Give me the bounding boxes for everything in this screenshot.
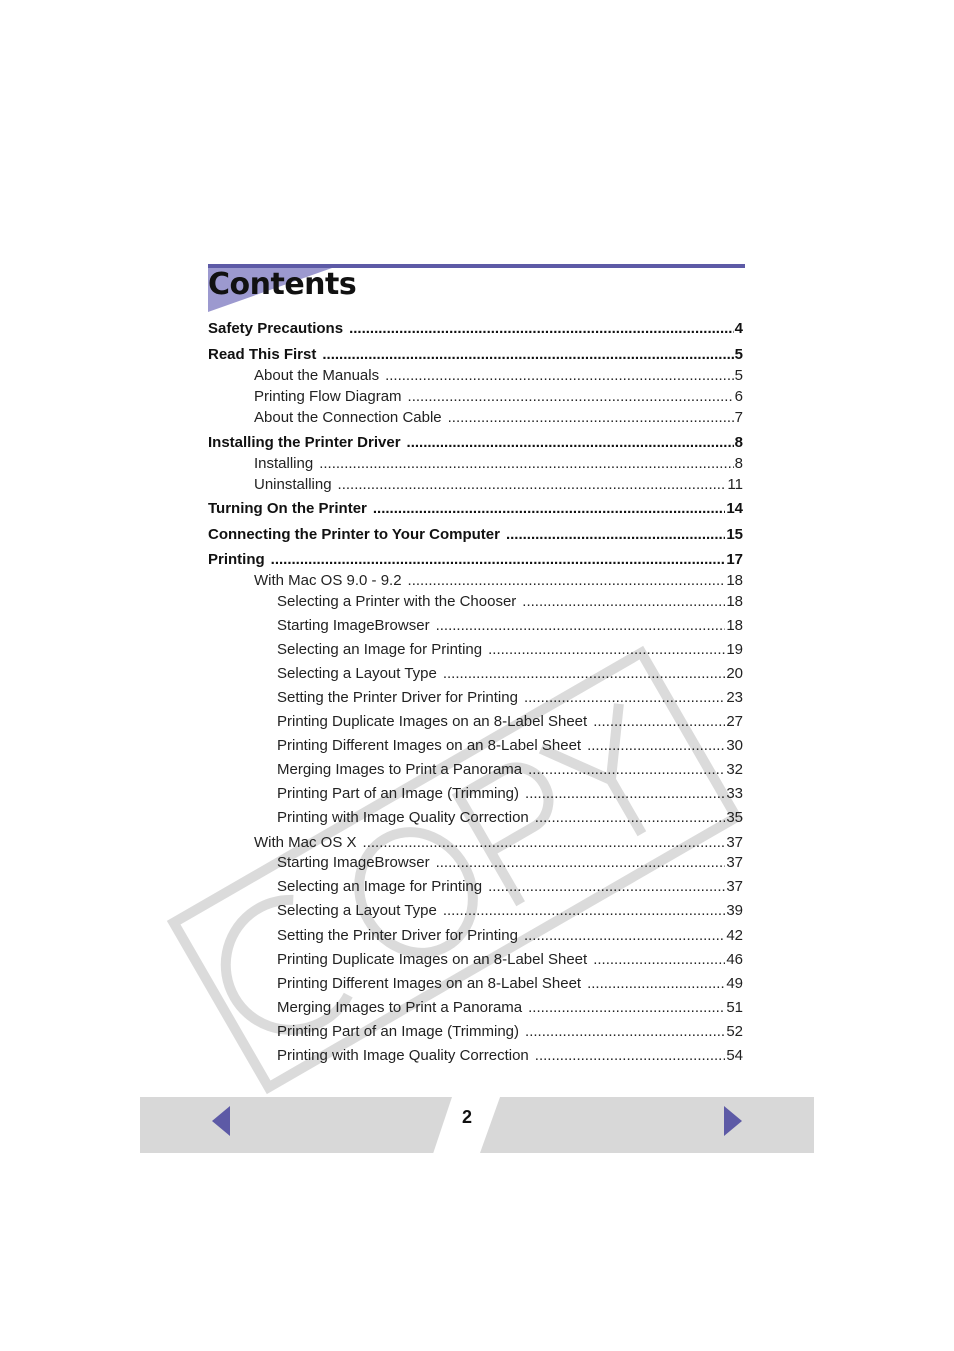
toc-entry[interactable] [277,927,743,944]
toc-entry[interactable] [277,1023,743,1040]
toc-entry-title: Printing Part of an Image (Trimming) [277,1023,520,1040]
toc-entry-page: 27 [726,713,743,730]
dot-leader [443,902,725,919]
dot-leader [528,999,725,1016]
toc-entry-title: Turning On the Printer [208,500,367,517]
toc-entry[interactable] [208,320,743,337]
toc-entry[interactable] [254,367,743,384]
previous-page-arrow-icon[interactable] [212,1106,232,1136]
toc-entry-page: 8 [734,434,743,451]
toc-entry-title: Printing Flow Diagram [254,388,402,405]
toc-entry[interactable] [254,834,743,851]
toc-entry[interactable] [277,809,743,826]
toc-entry-title: Selecting an Image for Printing [277,878,483,895]
toc-entry[interactable] [254,455,743,472]
dot-leader [436,854,726,871]
toc-entry[interactable] [277,761,743,778]
toc-entry-page: 51 [726,999,743,1016]
dot-leader [407,434,734,451]
toc-entry[interactable] [254,388,743,405]
toc-entry[interactable] [277,641,743,658]
dot-leader [363,834,726,851]
toc-entry-title: Selecting an Image for Printing [277,641,483,658]
dot-leader [524,689,725,706]
toc-entry-title: Selecting a Printer with the Chooser [277,593,517,610]
toc-entry-title: Printing with Image Quality Correction [277,1047,529,1064]
toc-entry-page: 37 [726,854,743,871]
dot-leader [528,761,725,778]
toc-entry-title: Uninstalling [254,476,332,493]
toc-entry-page: 7 [734,409,743,426]
toc-entry[interactable] [208,526,743,543]
toc-entry[interactable] [277,713,743,730]
footer-left-panel [140,1097,452,1153]
dot-leader [408,572,726,589]
dot-leader [436,617,726,634]
footer-right-panel [480,1097,814,1153]
toc-entry-title: Connecting the Printer to Your Computer [208,526,500,543]
toc-entry-page: 23 [726,689,743,706]
toc-entry[interactable] [208,434,743,451]
toc-entry-page: 39 [726,902,743,919]
dot-leader [271,551,726,568]
toc-entry-page: 54 [726,1047,743,1064]
dot-leader [522,593,725,610]
toc-entry[interactable] [277,737,743,754]
toc-entry-page: 6 [734,388,743,405]
toc-entry-page: 35 [726,809,743,826]
toc-entry[interactable] [277,617,743,634]
toc-entry-page: 20 [726,665,743,682]
toc-entry[interactable] [254,572,743,589]
toc-entry[interactable] [277,902,743,919]
toc-entry[interactable] [277,785,743,802]
dot-leader [385,367,734,384]
toc-entry-title: Installing [254,455,314,472]
toc-entry-page: 37 [726,878,743,895]
toc-entry-title: Printing Different Images on an 8-Label Sheet [277,737,582,754]
dot-leader [448,409,734,426]
toc-entry-title: Setting the Printer Driver for Printing [277,927,518,944]
page-number: 2 [461,1107,472,1127]
toc-entry-title: Printing Part of an Image (Trimming) [277,785,520,802]
dot-leader [535,1047,726,1064]
toc-entry[interactable] [208,500,743,517]
dot-leader [525,785,725,802]
toc-entry-title: Selecting a Layout Type [277,665,437,682]
toc-entry-title: With Mac OS 9.0 - 9.2 [254,572,402,589]
toc-entry-title: Merging Images to Print a Panorama [277,761,523,778]
toc-entry-page: 18 [726,593,743,610]
dot-leader [506,526,725,543]
dot-leader [593,713,725,730]
toc-entry-title: Starting ImageBrowser [277,854,430,871]
toc-entry[interactable] [277,854,743,871]
toc-entry[interactable] [277,593,743,610]
dot-leader [338,476,727,493]
toc-entry-page: 5 [734,367,743,384]
toc-entry-page: 46 [726,951,743,968]
toc-entry[interactable] [254,409,743,426]
toc-entry-title: Installing the Printer Driver [208,434,401,451]
toc-entry-title: Selecting a Layout Type [277,902,437,919]
toc-entry-page: 4 [734,320,743,337]
toc-entry[interactable] [277,951,743,968]
toc-entry-title: Printing Different Images on an 8-Label Sheet [277,975,582,992]
toc-entry-title: Printing [208,551,265,568]
toc-entry[interactable] [277,1047,743,1064]
toc-entry-title: About the Manuals [254,367,380,384]
toc-entry-page: 32 [726,761,743,778]
toc-entry-title: Starting ImageBrowser [277,617,430,634]
dot-leader [525,1023,725,1040]
dot-leader [488,641,725,658]
toc-entry-page: 17 [726,551,743,568]
toc-entry-title: With Mac OS X [254,834,357,851]
dot-leader [443,665,725,682]
toc-entry[interactable] [277,689,743,706]
toc-entry-page: 18 [726,617,743,634]
dot-leader [535,809,726,826]
toc-entry[interactable] [254,476,743,493]
toc-entry[interactable] [277,665,743,682]
toc-entry-page: 11 [727,476,743,493]
toc-entry-page: 18 [726,572,743,589]
toc-entry-title: Printing Duplicate Images on an 8-Label Sheet [277,713,588,730]
toc-entry-page: 15 [726,526,743,543]
toc-entry-page: 19 [726,641,743,658]
page-title: Contents [208,267,357,302]
toc-entry-title: Printing with Image Quality Correction [277,809,529,826]
dot-leader [587,737,725,754]
toc-entry-page: 42 [726,927,743,944]
toc-entry[interactable] [277,878,743,895]
toc-entry[interactable] [208,346,743,363]
toc-entry-title: Read This First [208,346,317,363]
toc-entry-page: 49 [726,975,743,992]
toc-entry-page: 8 [734,455,743,472]
toc-entry-title: Safety Precautions [208,320,344,337]
toc-entry-title: Printing Duplicate Images on an 8-Label Sheet [277,951,588,968]
dot-leader [322,346,733,363]
toc-entry-page: 30 [726,737,743,754]
toc-entry-title: Merging Images to Print a Panorama [277,999,523,1016]
dot-leader [373,500,725,517]
dot-leader [524,927,725,944]
page-footer [140,1097,814,1153]
toc-entry-page: 52 [726,1023,743,1040]
toc-entry-page: 37 [726,834,743,851]
dot-leader [593,951,725,968]
toc-entry-page: 14 [726,500,743,517]
dot-leader [349,320,734,337]
toc-entry[interactable] [208,551,743,568]
next-page-arrow-icon[interactable] [722,1106,742,1136]
dot-leader [488,878,725,895]
dot-leader [587,975,725,992]
toc-entry-title: Setting the Printer Driver for Printing [277,689,518,706]
toc-entry[interactable] [277,999,743,1016]
dot-leader [408,388,734,405]
toc-entry-page: 33 [726,785,743,802]
dot-leader [319,455,733,472]
toc-entry[interactable] [277,975,743,992]
toc-entry-title: About the Connection Cable [254,409,442,426]
toc-entry-page: 5 [734,346,743,363]
